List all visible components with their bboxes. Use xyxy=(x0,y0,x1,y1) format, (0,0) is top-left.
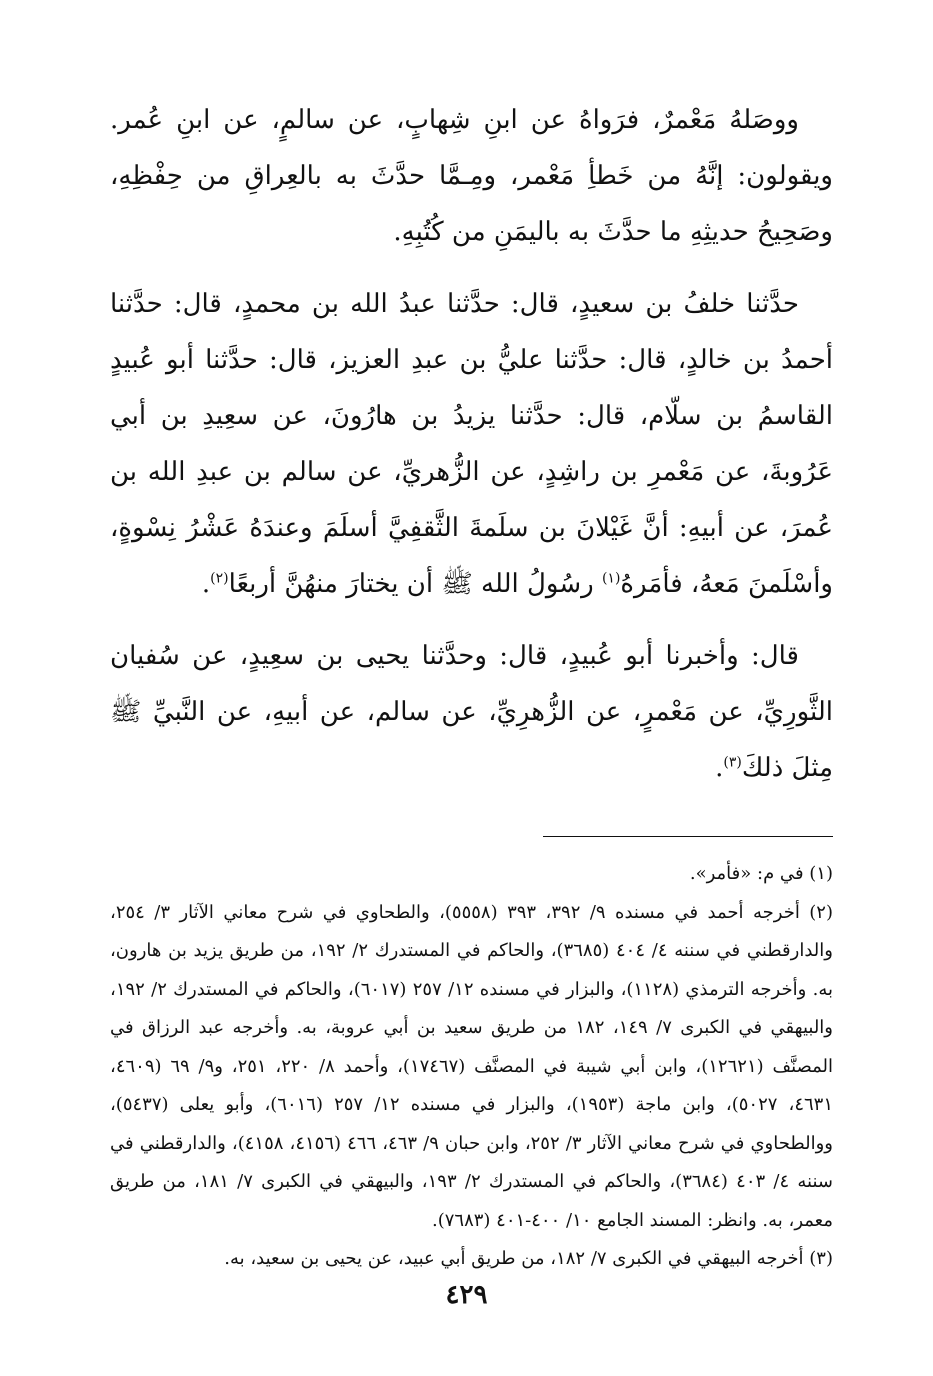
paragraph-3-period: . xyxy=(715,753,724,783)
paragraph-2-tail: رسُولُ الله ﷺ أن يختارَ منهُنَّ أربعًا xyxy=(228,569,594,599)
paragraph-2 xyxy=(110,276,833,612)
footnote-marker-1[interactable]: (١) xyxy=(601,570,621,587)
paragraph-1 xyxy=(110,92,833,260)
main-text xyxy=(110,92,833,796)
paragraph-3 xyxy=(110,628,833,796)
paragraph-2-text: حدَّثنا خلفُ بن سعيدٍ، قال: حدَّثنا عبدُ الله بن محمدٍ، قال: حدَّثنا أحمدُ بن خالدٍ، قال: حدَّثنا عليُّ بن عبدِ العزيز، قال: حدَّثنا أبو عُبيدٍ القاسمُ بن سلّام، قال: حدَّثنا يزيدُ بن هارُونَ، عن سعِيدِ بن أبي عَرُوبةَ، عن مَعْمرِ بن راشِدٍ، عن الزُّهريِّ، عن سالم بن عبدِ الله بن عُمرَ، عن أبيهِ: أنَّ غَيْلانَ بن سلَمةَ الثَّقفِيَّ أسلَمَ وعندَهُ عَشْرُ نِسْوةٍ، وأسْلَمنَ مَعهُ، فأمَرهُ xyxy=(110,289,833,599)
footnote-divider xyxy=(543,836,833,837)
footnote-1: (١) في م: «فأمر». xyxy=(689,863,833,884)
paragraph-1-text: ووصَلهُ مَعْمرٌ، فرَواهُ عن ابنِ شِهابٍ، عن سالمٍ، عن ابنِ عُمر. ويقولون: إنَّهُ من خَطأِ مَعْمر، ومِـمَّا حدَّثَ به بالعِراقِ من حِفْظِهِ، وصَحِيحُ حديثِهِ ما حدَّثَ به باليمَنِ من كُتُبِهِ. xyxy=(110,105,833,247)
footnote-marker-2[interactable]: (٢) xyxy=(210,570,229,587)
footnote-marker-3[interactable]: (٣) xyxy=(723,754,742,771)
footnote-divider-wrap xyxy=(110,812,833,855)
footnotes xyxy=(110,855,833,1279)
footnote-3: (٣) أخرجه البيهقي في الكبرى ٧/ ١٨٢، من طريق أبي عبيد، عن يحيى بن سعيد، به. xyxy=(224,1248,833,1269)
footnote-2: (٢) أخرجه أحمد في مسنده ٩/ ٣٩٢، ٣٩٣ (٥٥٥٨)، والطحاوي في شرح معاني الآثار ٣/ ٢٥٤، والدارقطني في سننه ٤/ ٤٠٤ (٣٦٨٥)، والحاكم في المستدرك ٢/ ١٩٢، من طريق يزيد بن هارون، به. وأخرجه الترمذي (١١٢٨)، والبزار في مسنده ١٢/ ٢٥٧ (٦٠١٧)، والحاكم في المستدرك ٢/ ١٩٢، والبيهقي في الكبرى ٧/ ١٤٩، ١٨٢ من طريق سعيد بن أبي عروبة، به. وأخرجه عبد الرزاق في المصنَّف (١٢٦٢١)، وابن أبي شيبة في المصنَّف (١٧٤٦٧)، وأحمد ٨/ ٢٢٠، ٢٥١، و٩/ ٦٩ (٤٦٠٩، ٤٦٣١، ٥٠٢٧)، وابن ماجة (١٩٥٣)، والبزار في مسنده ١٢/ ٢٥٧ (٦٠١٦)، وأبو يعلى (٥٤٣٧)، ووالطحاوي في شرح معاني الآثار ٣/ ٢٥٢، وابن حبان ٩/ ٤٦٣، ٤٦٦ (٤١٥٦، ٤١٥٨)، والدارقطني في سننه ٤/ ٤٠٣ (٣٦٨٤)، والحاكم في المستدرك ٢/ ١٩٣، والبيهقي في الكبرى ٧/ ١٨١، من طريق معمر، به. وانظر: المسند الجامع ١٠/ ٤٠٠-٤٠١ (٧٦٨٣). xyxy=(110,901,834,1231)
paragraph-3-text: قال: وأخبرنا أبو عُبيدٍ، قال: وحدَّثنا يحيى بن سعِيدٍ، عن سُفيان الثَّورِيِّ، عن مَعْمرٍ، عن الزُّهرِيِّ، عن سالم، عن أبيهِ، عن النَّبيِّ ﷺ مِثلَ ذلكَ xyxy=(110,641,833,783)
paragraph-2-period: . xyxy=(201,569,211,599)
page-number: ٤٢٩ xyxy=(445,1280,488,1310)
